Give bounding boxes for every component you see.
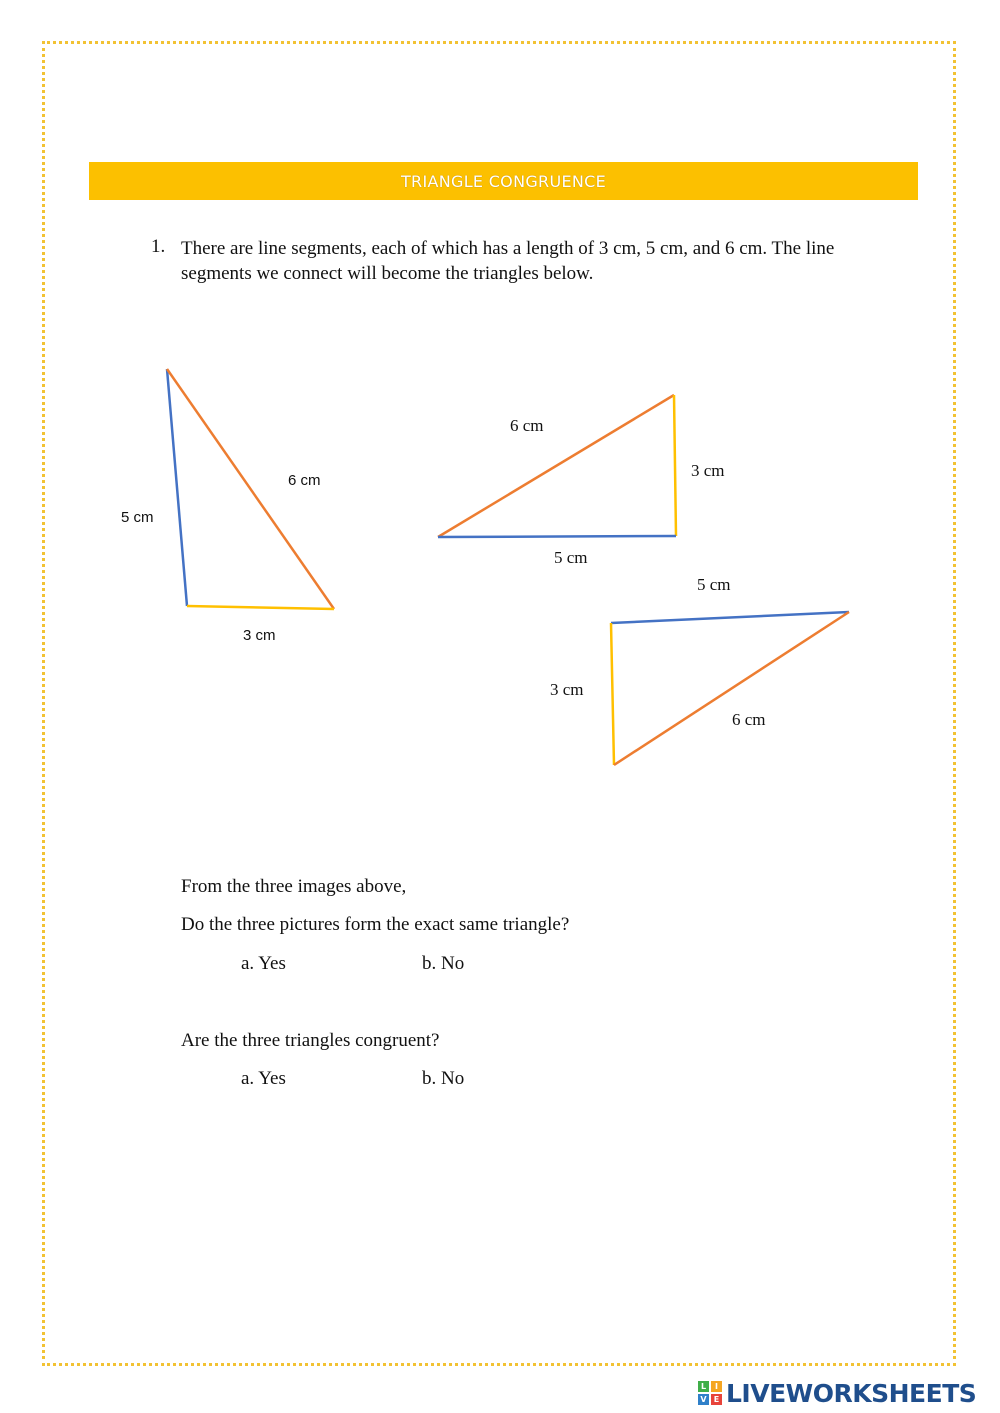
triangle-2-side-6cm <box>438 395 674 537</box>
triangle-3-label-5cm: 5 cm <box>697 575 731 594</box>
question-1-text: There are line segments, each of which has a length of 3 cm, 5 cm, and 6 cm. The line segments we connect will become the triangles below. <box>181 238 835 284</box>
triangle-2-label-3cm: 3 cm <box>691 461 725 480</box>
triangle-3-side-6cm <box>614 612 849 765</box>
question-1-number: 1. <box>151 236 166 257</box>
intro-text: From the three images above, <box>181 876 407 897</box>
logo-text: LIVEWORKSHEETS <box>726 1378 977 1408</box>
triangle-3-label-3cm: 3 cm <box>550 680 584 699</box>
question-2-option-b[interactable]: b. No <box>422 953 465 974</box>
logo-icon <box>698 1381 722 1405</box>
worksheet-title: TRIANGLE CONGRUENCE <box>400 171 607 191</box>
triangle-3-side-3cm <box>611 623 614 765</box>
logo-letter-i: I <box>711 1381 722 1392</box>
question-3-option-a[interactable]: a. Yes <box>241 1068 286 1089</box>
triangle-3-side-5cm <box>611 612 849 623</box>
triangle-1-side-6cm <box>167 369 334 609</box>
triangle-2-label-6cm: 6 cm <box>510 416 544 435</box>
question-2-option-a[interactable]: a. Yes <box>241 953 286 974</box>
triangle-1-label-3cm: 3 cm <box>243 627 276 644</box>
triangle-1-label-6cm: 6 cm <box>288 472 321 489</box>
triangle-2 <box>438 395 725 567</box>
liveworksheets-logo <box>698 1378 976 1408</box>
logo-letter-l: L <box>698 1381 709 1392</box>
question-3-option-b[interactable]: b. No <box>422 1068 465 1089</box>
triangle-3-label-6cm: 6 cm <box>732 710 766 729</box>
triangle-2-label-5cm: 5 cm <box>554 548 588 567</box>
triangle-1-side-3cm <box>187 606 334 609</box>
triangle-1-side-5cm <box>167 369 187 606</box>
triangle-1-label-5cm: 5 cm <box>121 509 154 526</box>
triangle-2-side-3cm <box>674 395 676 536</box>
triangle-3 <box>550 575 849 765</box>
triangle-1 <box>121 369 334 644</box>
question-2-text: Do the three pictures form the exact same triangle? <box>181 914 570 935</box>
triangle-2-side-5cm <box>438 536 676 537</box>
question-3-text: Are the three triangles congruent? <box>181 1030 440 1051</box>
logo-letter-e: E <box>711 1394 722 1405</box>
logo-letter-v: V <box>698 1394 709 1405</box>
